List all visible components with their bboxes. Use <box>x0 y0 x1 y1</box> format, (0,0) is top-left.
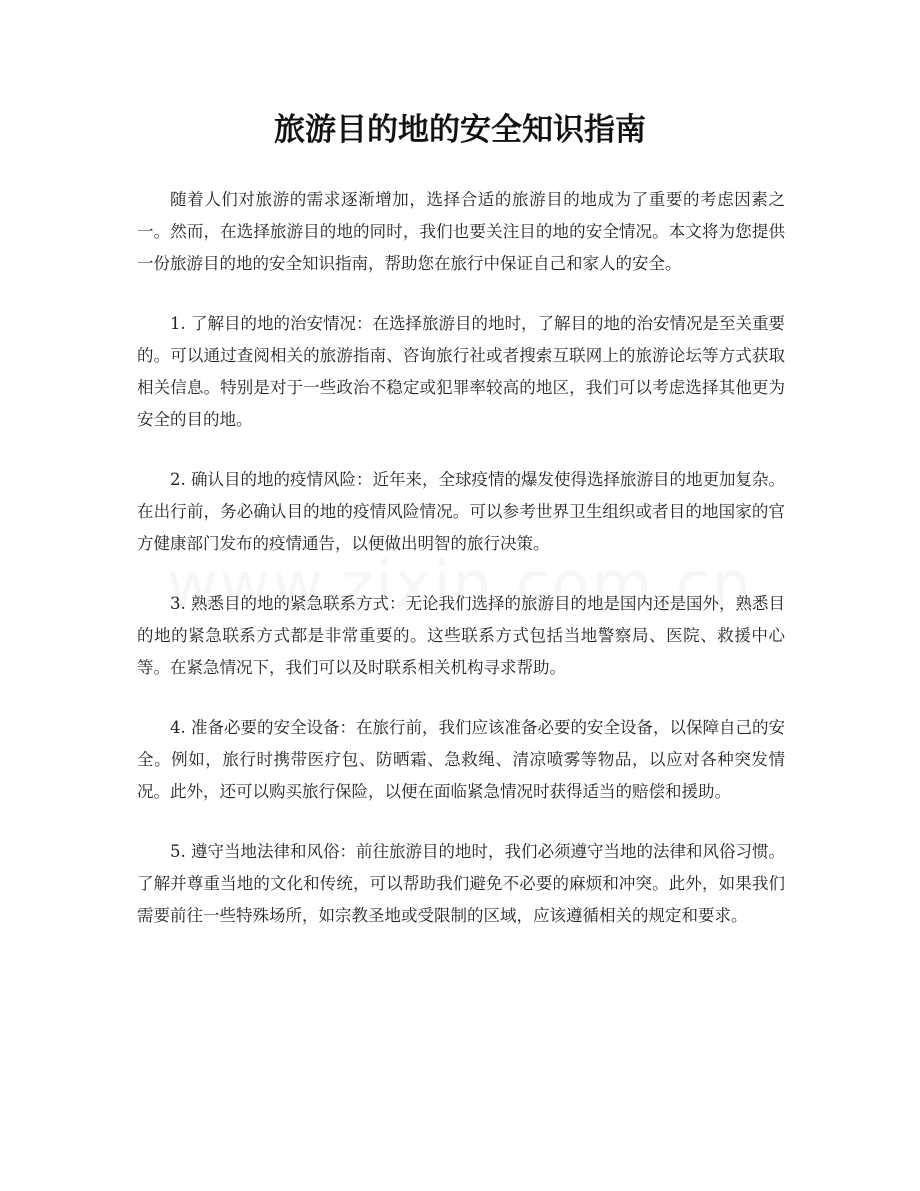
paragraph-safety-equipment: 4. 准备必要的安全设备：在旅行前，我们应该准备必要的安全设备，以保障自己的安全。例如，旅行时携带医疗包、防晒霜、急救绳、清凉喷雾等物品，以应对各种突发情况。此外，还可以购买旅行保险，以便在面临紧急情况时获得适当的赔偿和援助。 <box>137 718 785 801</box>
intro-paragraph: 随着人们对旅游的需求逐渐增加，选择合适的旅游目的地成为了重要的考虑因素之一。然而，在选择旅游目的地的同时，我们也要关注目的地的安全情况。本文将为您提供一份旅游目的地的安全知识指南，帮助您在旅行中保证自己和家人的安全。 <box>137 190 785 273</box>
paragraph-local-laws: 5. 遵守当地法律和风俗：前往旅游目的地时，我们必须遵守当地的法律和风俗习惯。了解并尊重当地的文化和传统，可以帮助我们避免不必要的麻烦和冲突。此外，如果我们需要前往一些特殊场所，如宗教圣地或受限制的区域，应该遵循相关的规定和要求。 <box>137 842 785 925</box>
paragraph-epidemic: 2. 确认目的地的疫情风险：近年来，全球疫情的爆发使得选择旅游目的地更加复杂。在出行前，务必确认目的地的疫情风险情况。可以参考世界卫生组织或者目的地国家的官方健康部门发布的疫情通告，以便做出明智的旅行决策。 <box>137 470 785 553</box>
paragraph-security: 1. 了解目的地的治安情况：在选择旅游目的地时，了解目的地的治安情况是至关重要的。可以通过查阅相关的旅游指南、咨询旅行社或者搜索互联网上的旅游论坛等方式获取相关信息。特别是对于一些政治不稳定或犯罪率较高的地区，我们可以考虑选择其他更为安全的目的地。 <box>137 314 785 429</box>
paragraph-emergency-contacts: 3. 熟悉目的地的紧急联系方式：无论我们选择的旅游目的地是国内还是国外，熟悉目的地的紧急联系方式都是非常重要的。这些联系方式包括当地警察局、医院、救援中心等。在紧急情况下，我们可以及时联系相关机构寻求帮助。 <box>137 594 785 677</box>
document-title: 旅游目的地的安全知识指南 <box>274 112 646 148</box>
document-body <box>137 184 785 960</box>
